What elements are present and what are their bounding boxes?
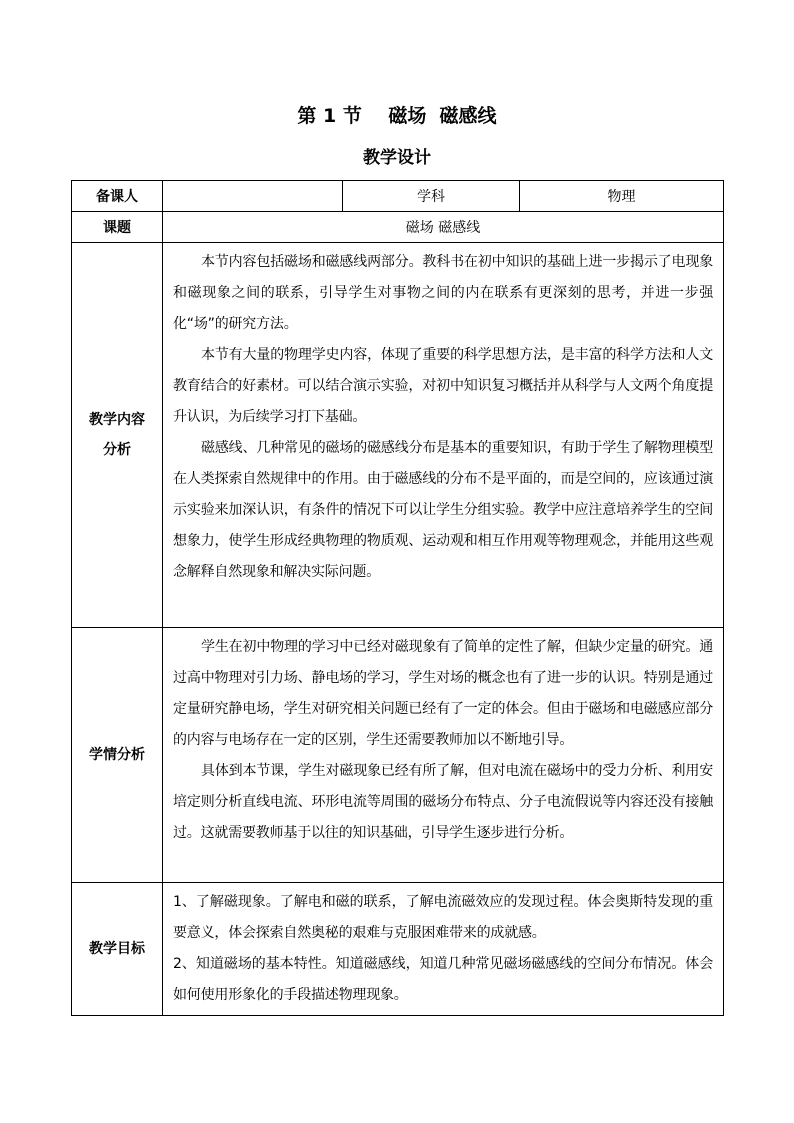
topic-value: 磁场 磁感线	[163, 212, 724, 243]
header-row	[72, 181, 724, 212]
topic-row	[72, 212, 724, 243]
student-analysis-body	[163, 628, 724, 883]
content-analysis-label-line1: 教学内容	[89, 412, 145, 428]
subject-value: 物理	[520, 181, 724, 212]
preparer-value	[163, 181, 343, 212]
student-paragraph: 具体到本节课，学生对磁现象已经有所了解，但对电流在磁场中的受力分析、利用安培定则分析直线电流、环形电流等周围的磁场分布特点、分子电流假说等内容还没有接触过。这就需要教师基于以往的知识基础，引导学生逐步进行分析。	[173, 763, 713, 841]
preparer-label: 备课人	[72, 181, 163, 212]
content-analysis-body	[163, 243, 724, 628]
teaching-goals-label: 教学目标	[72, 883, 163, 1016]
teaching-goals-row	[72, 883, 724, 1016]
lesson-plan-table	[71, 180, 724, 1016]
page-title: 第 1 节 磁场 磁感线	[297, 105, 497, 127]
topic-label: 课题	[72, 212, 163, 243]
teaching-goals-body	[163, 883, 724, 1016]
page-subtitle: 教学设计	[363, 148, 431, 168]
student-analysis-row	[72, 628, 724, 883]
student-paragraph: 学生在初中物理的学习中已经对磁现象有了简单的定性了解，但缺少定量的研究。通过高中物理对引力场、静电场的学习，学生对场的概念也有了进一步的认识。特别是通过定量研究静电场，学生对研究相关问题已经有了一定的体会。但由于磁场和电磁感应部分的内容与电场存在一定的区别，学生还需要教师加以不断地引导。	[173, 639, 713, 748]
subject-label: 学科	[343, 181, 520, 212]
goal-item: 2、知道磁场的基本特性。知道磁感线，知道几种常见磁场磁感线的空间分布情况。体会如何使用形象化的手段描述物理现象。	[173, 956, 713, 1003]
student-analysis-label: 学情分析	[72, 628, 163, 883]
goal-item: 1、了解磁现象。了解电和磁的联系，了解电流磁效应的发现过程。体会奥斯特发现的重要意义，体会探索自然奥秘的艰难与克服困难带来的成就感。	[173, 894, 713, 941]
content-paragraph: 本节内容包括磁场和磁感线两部分。教科书在初中知识的基础上进一步揭示了电现象和磁现象之间的联系，引导学生对事物之间的内在联系有更深刻的思考，并进一步强化“场”的研究方法。	[173, 254, 713, 332]
content-paragraph: 本节有大量的物理学史内容，体现了重要的科学思想方法，是丰富的科学方法和人文教育结合的好素材。可以结合演示实验，对初中知识复习概括并从科学与人文两个角度提升认识，为后续学习打下基础。	[173, 347, 713, 425]
content-analysis-label	[72, 243, 163, 628]
content-paragraph: 磁感线、几种常见的磁场的磁感线分布是基本的重要知识，有助于学生了解物理模型在人类探索自然规律中的作用。由于磁感线的分布不是平面的，而是空间的，应该通过演示实验来加深认识，有条件的情况下可以让学生分组实验。教学中应注意培养学生的空间想象力，使学生形成经典物理的物质观、运动观和相互作用观等物理观念，并能用这些观念解释自然现象和解决实际问题。	[173, 440, 713, 580]
content-analysis-label-line2: 分析	[103, 442, 131, 458]
content-analysis-row	[72, 243, 724, 628]
